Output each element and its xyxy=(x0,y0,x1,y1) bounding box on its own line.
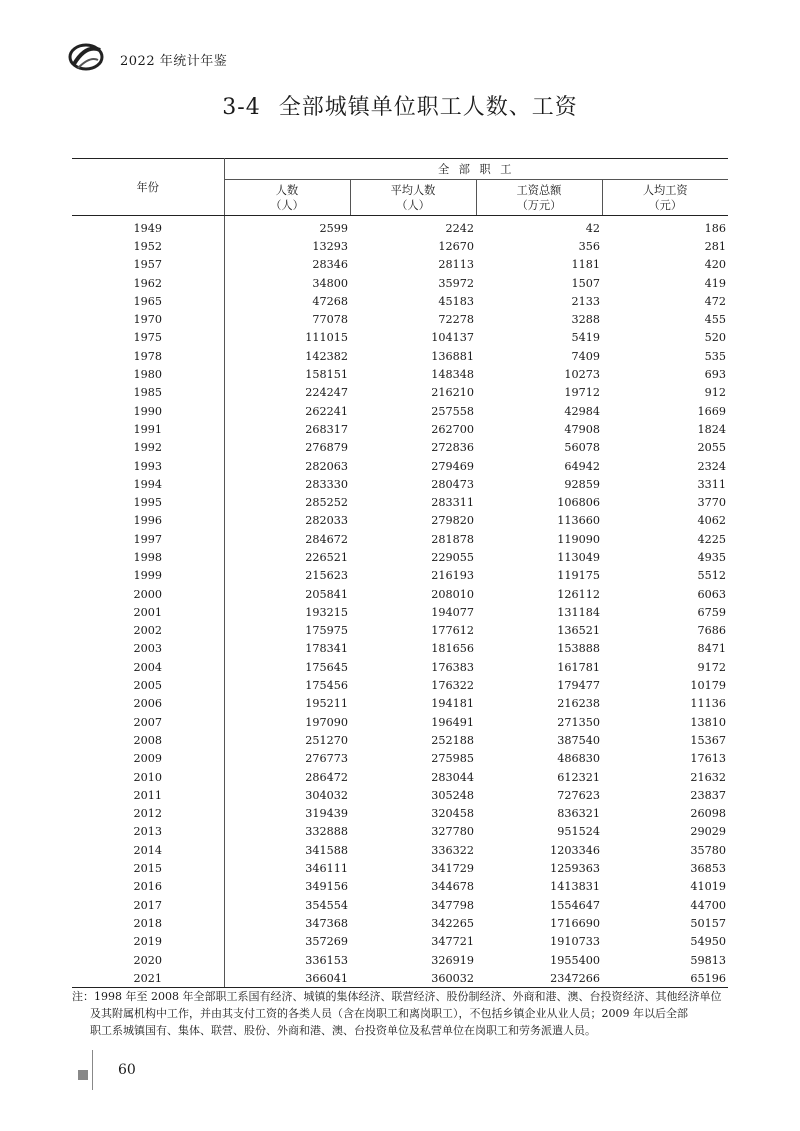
table-row xyxy=(72,548,728,566)
value-cell: 11136 xyxy=(690,697,726,711)
value-cell: 13293 xyxy=(312,239,348,253)
value-cell: 35780 xyxy=(690,843,726,857)
value-cell: 104137 xyxy=(431,331,474,345)
value-cell: 366041 xyxy=(224,969,350,988)
value-cell: 5512 xyxy=(697,569,726,583)
value-cell: 346111 xyxy=(305,862,348,876)
year-cell: 1962 xyxy=(72,274,224,292)
value-cell: 10273 xyxy=(564,368,600,382)
value-cell: 205841 xyxy=(305,587,348,601)
year-cell: 2016 xyxy=(72,878,224,896)
table-row xyxy=(72,274,728,292)
value-cell: 8471 xyxy=(697,642,726,656)
footer-square-icon xyxy=(78,1070,88,1080)
value-cell: 349156 xyxy=(305,880,348,894)
value-cell: 356 xyxy=(578,239,600,253)
value-cell: 158151 xyxy=(305,368,348,382)
page-number: 60 xyxy=(118,1062,136,1078)
value-cell: 15367 xyxy=(690,733,726,747)
value-cell: 262241 xyxy=(305,404,348,418)
group-header: 全 部 职 工 xyxy=(224,159,728,180)
value-cell: 279469 xyxy=(431,459,474,473)
value-cell: 280473 xyxy=(431,477,474,491)
value-cell: 836321 xyxy=(557,807,600,821)
value-cell: 119175 xyxy=(557,569,600,583)
year-cell: 2004 xyxy=(72,658,224,676)
value-cell: 7686 xyxy=(697,624,726,638)
value-cell: 106806 xyxy=(557,496,600,510)
value-cell: 283044 xyxy=(431,770,474,784)
value-cell: 126112 xyxy=(557,587,600,601)
value-cell: 45183 xyxy=(438,294,474,308)
value-cell: 131184 xyxy=(557,605,600,619)
year-cell: 1992 xyxy=(72,439,224,457)
year-cell: 2001 xyxy=(72,603,224,621)
year-cell: 2009 xyxy=(72,750,224,768)
value-cell: 21632 xyxy=(690,770,726,784)
value-cell: 1910733 xyxy=(550,935,600,949)
value-cell: 341729 xyxy=(431,862,474,876)
value-cell: 252188 xyxy=(431,733,474,747)
table-row xyxy=(72,457,728,475)
year-cell: 1998 xyxy=(72,548,224,566)
value-cell: 344678 xyxy=(431,880,474,894)
value-cell: 347721 xyxy=(431,935,474,949)
table-row xyxy=(72,896,728,914)
value-cell: 54950 xyxy=(690,935,726,949)
value-cell: 216193 xyxy=(431,569,474,583)
book-title: 2022 年统计年鉴 xyxy=(120,54,228,69)
value-cell: 29029 xyxy=(690,825,726,839)
value-cell: 272836 xyxy=(431,441,474,455)
value-cell: 176322 xyxy=(431,679,474,693)
table-row xyxy=(72,512,728,530)
year-cell: 2000 xyxy=(72,585,224,603)
value-cell: 472 xyxy=(704,294,726,308)
year-cell: 1965 xyxy=(72,292,224,310)
value-cell: 912 xyxy=(704,386,726,400)
year-cell: 2015 xyxy=(72,859,224,877)
year-cell: 1975 xyxy=(72,329,224,347)
value-cell: 257558 xyxy=(431,404,474,418)
value-cell: 2324 xyxy=(697,459,726,473)
table-row xyxy=(72,731,728,749)
year-cell: 2011 xyxy=(72,786,224,804)
table-row xyxy=(72,567,728,585)
value-cell: 1259363 xyxy=(550,862,600,876)
year-cell: 1985 xyxy=(72,384,224,402)
value-cell: 195211 xyxy=(305,697,348,711)
table-row xyxy=(72,914,728,932)
table-row xyxy=(72,768,728,786)
value-cell: 279820 xyxy=(431,514,474,528)
value-cell: 196491 xyxy=(431,715,474,729)
value-cell: 387540 xyxy=(557,733,600,747)
value-cell: 42984 xyxy=(564,404,600,418)
value-cell: 320458 xyxy=(431,807,474,821)
value-cell: 216210 xyxy=(431,386,474,400)
value-cell: 268317 xyxy=(305,422,348,436)
value-cell: 113049 xyxy=(557,550,600,564)
value-cell: 224247 xyxy=(305,386,348,400)
value-cell: 1181 xyxy=(571,258,600,272)
value-cell: 275985 xyxy=(431,752,474,766)
year-cell: 2002 xyxy=(72,622,224,640)
value-cell: 136881 xyxy=(431,349,474,363)
value-cell: 7409 xyxy=(571,349,600,363)
table-row xyxy=(72,878,728,896)
value-cell: 6759 xyxy=(697,605,726,619)
table-title: 全部城镇单位职工人数、工资 xyxy=(278,95,578,120)
table-row xyxy=(72,658,728,676)
value-cell: 1824 xyxy=(697,422,726,436)
value-cell: 341588 xyxy=(305,843,348,857)
year-cell: 1991 xyxy=(72,420,224,438)
value-cell: 13810 xyxy=(690,715,726,729)
value-cell: 34800 xyxy=(312,276,348,290)
year-cell: 1980 xyxy=(72,365,224,383)
table-row xyxy=(72,530,728,548)
table-row xyxy=(72,310,728,328)
value-cell: 186 xyxy=(704,221,726,235)
value-cell: 1554647 xyxy=(550,898,600,912)
year-cell: 2019 xyxy=(72,933,224,951)
value-cell: 342265 xyxy=(431,916,474,930)
value-cell: 142382 xyxy=(305,349,348,363)
table-row xyxy=(72,402,728,420)
value-cell: 3311 xyxy=(697,477,726,491)
value-cell: 2055 xyxy=(697,441,726,455)
value-cell: 12670 xyxy=(438,239,474,253)
footnote-line: 注：1998 年至 2008 年全部职工系国有经济、城镇的集体经济、联营经济、股份制经济、外商和港、澳、台投资经济、其他经济单位 xyxy=(72,990,722,1003)
year-cell: 2021 xyxy=(72,969,224,988)
value-cell: 47268 xyxy=(312,294,348,308)
value-cell: 286472 xyxy=(305,770,348,784)
value-cell: 35972 xyxy=(438,276,474,290)
table-row xyxy=(72,676,728,694)
page-header xyxy=(68,40,368,80)
value-cell: 727623 xyxy=(557,788,600,802)
value-cell: 281 xyxy=(704,239,726,253)
value-cell: 229055 xyxy=(431,550,474,564)
value-cell: 148348 xyxy=(431,368,474,382)
value-cell: 153888 xyxy=(557,642,600,656)
value-cell: 5419 xyxy=(571,331,600,345)
value-cell: 216238 xyxy=(557,697,600,711)
footnote-line: 及其附属机构中工作，并由其支付工资的各类人员（含在岗职工和离岗职工），不包括乡镇企业从业人员；2009 年以后全部 xyxy=(90,1007,688,1020)
value-cell: 304032 xyxy=(305,788,348,802)
value-cell: 111015 xyxy=(305,331,348,345)
year-cell: 2006 xyxy=(72,695,224,713)
value-cell: 41019 xyxy=(690,880,726,894)
year-cell: 2003 xyxy=(72,640,224,658)
value-cell: 251270 xyxy=(305,733,348,747)
value-cell: 42 xyxy=(585,221,600,235)
value-cell: 1507 xyxy=(571,276,600,290)
value-cell: 419 xyxy=(704,276,726,290)
value-cell: 336153 xyxy=(305,953,348,967)
value-cell: 486830 xyxy=(557,752,600,766)
value-cell: 354554 xyxy=(305,898,348,912)
year-cell: 2010 xyxy=(72,768,224,786)
value-cell: 535 xyxy=(704,349,726,363)
value-cell: 178341 xyxy=(305,642,348,656)
value-cell: 3770 xyxy=(697,496,726,510)
value-cell: 4225 xyxy=(697,532,726,546)
table-row xyxy=(72,292,728,310)
table-row xyxy=(72,713,728,731)
value-cell: 1716690 xyxy=(550,916,600,930)
value-cell: 4062 xyxy=(697,514,726,528)
page-footer xyxy=(0,1050,200,1131)
value-cell: 44700 xyxy=(690,898,726,912)
value-cell: 59813 xyxy=(690,953,726,967)
value-cell: 197090 xyxy=(305,715,348,729)
value-cell: 36853 xyxy=(690,862,726,876)
table-body xyxy=(72,216,728,988)
year-cell: 1999 xyxy=(72,567,224,585)
table-row xyxy=(72,329,728,347)
value-cell: 281878 xyxy=(431,532,474,546)
year-cell: 1993 xyxy=(72,457,224,475)
table-row xyxy=(72,933,728,951)
year-cell: 1990 xyxy=(72,402,224,420)
year-cell: 2020 xyxy=(72,951,224,969)
footnote xyxy=(72,988,732,1039)
year-cell: 1949 xyxy=(72,219,224,237)
value-cell: 285252 xyxy=(305,496,348,510)
value-cell: 283330 xyxy=(305,477,348,491)
table-row xyxy=(72,823,728,841)
footnote-line: 职工系城镇国有、集体、联营、股份、外商和港、澳、台投资单位及私营单位在岗职工和劳务派遣人员。 xyxy=(90,1024,596,1037)
value-cell: 283311 xyxy=(431,496,474,510)
value-cell: 26098 xyxy=(690,807,726,821)
table-row xyxy=(72,695,728,713)
value-cell: 332888 xyxy=(305,825,348,839)
value-cell: 215623 xyxy=(305,569,348,583)
value-cell: 282033 xyxy=(305,514,348,528)
value-cell: 56078 xyxy=(564,441,600,455)
value-cell: 119090 xyxy=(557,532,600,546)
value-cell: 319439 xyxy=(305,807,348,821)
value-cell: 693 xyxy=(704,368,726,382)
table-row xyxy=(72,256,728,274)
value-cell: 327780 xyxy=(431,825,474,839)
value-cell: 455 xyxy=(704,313,726,327)
table-row xyxy=(72,420,728,438)
value-cell: 4935 xyxy=(697,550,726,564)
table-row xyxy=(72,603,728,621)
value-cell: 193215 xyxy=(305,605,348,619)
value-cell: 194181 xyxy=(431,697,474,711)
year-cell: 1994 xyxy=(72,475,224,493)
value-cell: 50157 xyxy=(690,916,726,930)
value-cell: 326919 xyxy=(431,953,474,967)
page-title xyxy=(0,90,800,121)
table-row xyxy=(72,585,728,603)
value-cell: 28346 xyxy=(312,258,348,272)
table-row xyxy=(72,841,728,859)
year-cell: 2005 xyxy=(72,676,224,694)
value-cell: 64942 xyxy=(564,459,600,473)
value-cell: 347798 xyxy=(431,898,474,912)
value-cell: 262700 xyxy=(431,422,474,436)
value-cell: 47908 xyxy=(564,422,600,436)
value-cell: 1955400 xyxy=(550,953,600,967)
yearbook-logo-icon xyxy=(68,42,104,72)
value-cell: 72278 xyxy=(438,313,474,327)
value-cell: 181656 xyxy=(431,642,474,656)
value-cell: 357269 xyxy=(305,935,348,949)
value-cell: 65196 xyxy=(602,969,728,988)
value-cell: 176383 xyxy=(431,660,474,674)
value-cell: 951524 xyxy=(557,825,600,839)
year-cell: 1957 xyxy=(72,256,224,274)
table-row xyxy=(72,439,728,457)
value-cell: 2599 xyxy=(319,221,348,235)
year-cell: 1996 xyxy=(72,512,224,530)
table-row xyxy=(72,475,728,493)
value-cell: 194077 xyxy=(431,605,474,619)
table-row xyxy=(72,786,728,804)
footer-divider xyxy=(92,1050,93,1090)
value-cell: 19712 xyxy=(564,386,600,400)
value-cell: 360032 xyxy=(350,969,476,988)
year-cell: 1952 xyxy=(72,237,224,255)
value-cell: 92859 xyxy=(564,477,600,491)
value-cell: 276773 xyxy=(305,752,348,766)
value-cell: 226521 xyxy=(305,550,348,564)
table-row xyxy=(72,805,728,823)
table-row xyxy=(72,951,728,969)
year-cell: 2008 xyxy=(72,731,224,749)
statistics-table xyxy=(72,158,728,988)
column-header: 人数 （人） xyxy=(224,180,350,216)
year-cell: 2007 xyxy=(72,713,224,731)
year-cell: 1995 xyxy=(72,493,224,511)
value-cell: 2242 xyxy=(445,221,474,235)
year-column-header: 年份 xyxy=(72,159,224,216)
table-row xyxy=(72,750,728,768)
value-cell: 2347266 xyxy=(476,969,602,988)
table-row xyxy=(72,493,728,511)
value-cell: 175975 xyxy=(305,624,348,638)
column-header: 工资总额 （万元） xyxy=(476,180,602,216)
value-cell: 284672 xyxy=(305,532,348,546)
value-cell: 305248 xyxy=(431,788,474,802)
table-row xyxy=(72,622,728,640)
value-cell: 179477 xyxy=(557,679,600,693)
table-row xyxy=(72,237,728,255)
value-cell: 161781 xyxy=(557,660,600,674)
value-cell: 2133 xyxy=(571,294,600,308)
year-cell: 2017 xyxy=(72,896,224,914)
value-cell: 177612 xyxy=(431,624,474,638)
value-cell: 520 xyxy=(704,331,726,345)
value-cell: 347368 xyxy=(305,916,348,930)
value-cell: 9172 xyxy=(697,660,726,674)
value-cell: 136521 xyxy=(557,624,600,638)
value-cell: 23837 xyxy=(690,788,726,802)
value-cell: 3288 xyxy=(571,313,600,327)
value-cell: 276879 xyxy=(305,441,348,455)
table-row xyxy=(72,969,728,988)
value-cell: 28113 xyxy=(438,258,474,272)
value-cell: 17613 xyxy=(690,752,726,766)
value-cell: 1203346 xyxy=(550,843,600,857)
table-row xyxy=(72,859,728,877)
value-cell: 77078 xyxy=(312,313,348,327)
value-cell: 113660 xyxy=(557,514,600,528)
value-cell: 1413831 xyxy=(550,880,600,894)
table-row xyxy=(72,365,728,383)
year-cell: 1997 xyxy=(72,530,224,548)
value-cell: 336322 xyxy=(431,843,474,857)
table-row xyxy=(72,347,728,365)
table-row xyxy=(72,384,728,402)
value-cell: 1669 xyxy=(697,404,726,418)
value-cell: 208010 xyxy=(431,587,474,601)
table-row xyxy=(72,219,728,237)
value-cell: 271350 xyxy=(557,715,600,729)
value-cell: 175456 xyxy=(305,679,348,693)
year-cell: 1978 xyxy=(72,347,224,365)
table-row xyxy=(72,640,728,658)
value-cell: 10179 xyxy=(690,679,726,693)
value-cell: 420 xyxy=(704,258,726,272)
value-cell: 612321 xyxy=(557,770,600,784)
value-cell: 175645 xyxy=(305,660,348,674)
column-header: 人均工资 （元） xyxy=(602,180,728,216)
year-cell: 2018 xyxy=(72,914,224,932)
year-cell: 2014 xyxy=(72,841,224,859)
year-cell: 2013 xyxy=(72,823,224,841)
column-header: 平均人数 （人） xyxy=(350,180,476,216)
year-cell: 1970 xyxy=(72,310,224,328)
value-cell: 6063 xyxy=(697,587,726,601)
value-cell: 282063 xyxy=(305,459,348,473)
year-cell: 2012 xyxy=(72,805,224,823)
table-number: 3-4 xyxy=(222,95,261,120)
